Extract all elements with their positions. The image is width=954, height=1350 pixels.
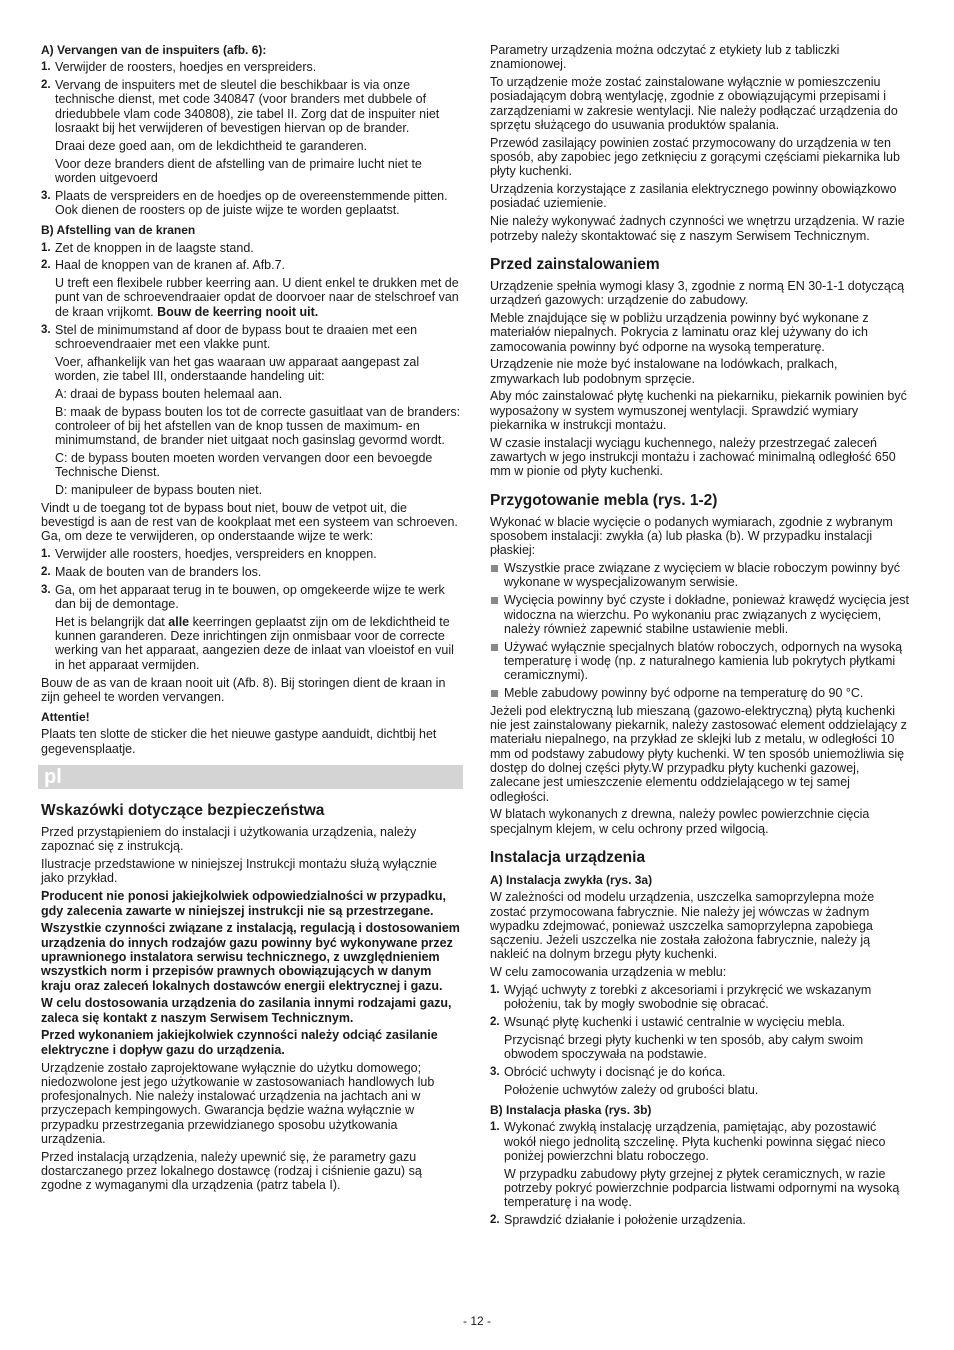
paragraph: W zależności od modelu urządzenia, uszczelka samoprzylepna może zostać przymocowana fabrycznie. Nie należy jej wówczas w żadnym wypadku zdejmować, ponieważ uszczelka samoprzylepna zapobiega sączeniu. Jeżeli uszczelka nie została założona fabrycznie, należy ją nakleić na dolnym brzegu płyty kuchenki. xyxy=(490,890,875,962)
paragraph: Jeżeli pod elektryczną lub mieszaną (gazowo-elektryczną) płytą kuchenki nie jest zainstalowany piekarnik, należy zastosować element oddzielający z materiału niepalnego, na przykład ze sklejki lub z metalu, w odległości 10 mm od podstawy zabudowy płyty kuchenki. W ten sposób uniemożliwia się dostęp do dolnej części płyty.W przypadku płyty kuchenki gazowej, zalecane jest umieszczenie elementu oddzielającego w tej samej odległości. xyxy=(490,703,907,804)
paragraph: B: maak de bypass bouten los tot de correcte gasuitlaat van de branders: controleer of bij het afstellen van de knop tussen de maximum- en minimumstand, de brander niet uitgaat noch gasinslag gevormd wordt. xyxy=(55,404,461,448)
paragraph: Przewód zasilający powinien zostać przymocowany do urządzenia w ten sposób, aby zapobiec jego zetknięciu z gorącymi częściami piekarnika lub płyty kuchenki. xyxy=(490,135,900,179)
list-item: 2. Wsunąć płytę kuchenki i ustawić centralnie w wycięciu mebla. xyxy=(490,1015,846,1030)
paragraph: Położenie uchwytów zależy od grubości blatu. xyxy=(504,1082,759,1097)
paragraph: Draai deze goed aan, om de lekdichtheid te garanderen. xyxy=(55,138,368,153)
paragraph: C: de bypass bouten moeten worden vervangen door een bevoegde Technische Dienst. xyxy=(55,450,433,480)
paragraph: Urządzenie zostało zaprojektowane wyłącznie do użytku domowego; niedozwolone jest jego użytkowanie w zastosowaniach handlowych lub profesjonalnych. Nie należy instalować urządzenia na jachtach ani w przyczepach kempingowych. Gwarancja będzie ważna wyłącznie w przypadku przestrzegania przewidzianego sposobu użytkowania urządzenia. xyxy=(41,1060,435,1146)
paragraph: Plaats ten slotte de sticker die het nieuwe gastype aanduidt, dichtbij het gegevensplaatje. xyxy=(41,727,437,756)
list-item: 2. Maak de bouten van de branders los. xyxy=(41,565,262,579)
bullet-item: Wycięcia powinny być czyste i dokładne, ponieważ krawędź wycięcia jest widoczna na wierzchu. Po wykonaniu prac związanych z wycięciem, należy również zapewnić stabilne ustawienie mebli. xyxy=(490,593,910,636)
list-item: 2. Sprawdzić działanie i położenie urządzenia. xyxy=(490,1213,746,1228)
paragraph: Voor deze branders dient de afstelling van de primaire lucht niet te worden uitgevoerd xyxy=(55,156,422,185)
list-item: 3. Ga, om het apparaat terug in te bouwen, op omgekeerde wijze te werk dan bij de demontage. xyxy=(41,582,445,612)
paragraph: Urządzenia korzystające z zasilania elektrycznego powinny obowiązkowo posiadać uziemienie. xyxy=(490,182,897,211)
list-item: 1. Wyjąć uchwyty z torebki z akcesoriami i przykręcić we wskazanym położeniu, tak by mogły swobodnie się obracać. xyxy=(490,983,872,1012)
list-item: 2. Vervang de inspuiters met de sleutel die beschikbaar is via onze technische dienst, met code 340847 (voor branders met dubbele of driedubbele vlam code 340808), zie tabel II. Zorg dat de inspuiter niet losraakt bij het verwijderen of bevestigen hiervan op de brander. xyxy=(41,78,440,135)
list-item: 3. Plaats de verspreiders en de hoedjes op de overeenstemmende pitten. Ook dienen de roosters op de juiste wijze te worden geplaatst. xyxy=(41,188,448,217)
list-item: 3. Obrócić uchwyty i docisnąć je do końca. xyxy=(490,1065,726,1080)
paragraph: Wszystkie czynności związane z instalacją, regulacją i dostosowaniem urządzenia do innych rodzajów gazu powinny być wykonywane przez uprawnionego instalatora serwisu technicznego, z uwzględnieniem wszystkich norm i przepisów prawnych obowiązujących w danym kraju oraz zaleceń lokalnych dostawców energii elektrycznej i gazu. xyxy=(41,921,460,993)
paragraph: W celu zamocowania urządzenia w meblu: xyxy=(490,965,727,980)
paragraph: Przed instalacją urządzenia, należy upewnić się, że parametry gazu dostarczanego przez lokalnego dostawcę (rodzaj i ciśnienie gazu) są zgodne z wymaganymi dla urządzenia (patrz tabela I). xyxy=(41,1149,422,1193)
section-heading: Instalacja urządzenia xyxy=(490,848,646,866)
section-subtitle: A) Instalacja zwykła (rys. 3a) xyxy=(490,872,653,887)
attention-title: Attentie! xyxy=(41,710,90,725)
list-item: 1. Wykonać zwykłą instalację urządzenia, pamiętając, aby pozostawić wokół niego jednolitą szczelinę. Płyta kuchenki powinna sięgać nieco poniżej powierzchni blatu roboczego. xyxy=(490,1120,886,1163)
section-subtitle: B) Afstelling van de kranen xyxy=(41,223,196,238)
paragraph: Nie należy wykonywać żadnych czynności we wnętrzu urządzenia. W razie potrzeby należy skontaktować się z naszym Serwisem Technicznym. xyxy=(490,214,905,243)
paragraph: Vindt u de toegang tot de bypass bout niet, bouw de vetpot uit, die bevestigd is aan de rest van de kookplaat met een systeem van schroeven. Ga, om deze te verwijderen, op onderstaande wijze te werk: xyxy=(41,500,458,544)
paragraph: Voer, afhankelijk van het gas waaraan uw apparaat aangepast zal worden, zie tabel III, onderstaande handeling uit: xyxy=(55,354,420,383)
paragraph: To urządzenie może zostać zainstalowane wyłącznie w pomieszczeniu posiadającym dobrą wentylację, zgodnie z obowiązującymi przepisami i zarządzeniami w zakresie wentylacji. Nie należy podłączać urządzenia do sprzętu służącego do usuwania produktów spalania. xyxy=(490,75,898,132)
paragraph: D: manipuleer de bypass bouten niet. xyxy=(55,483,263,498)
section-heading: Przygotowanie mebla (rys. 1-2) xyxy=(490,491,718,509)
bullet-item: Wszystkie prace związane z wycięciem w blacie roboczym powinny być wykonane w wyspecjalizowanym serwisie. xyxy=(490,561,910,590)
right-column xyxy=(490,43,910,1231)
list-item: 2. Haal de knoppen van de kranen af. Afb.7. xyxy=(41,258,286,273)
paragraph: Het is belangrijk dat alle keerringen geplaatst zijn om de lekdichtheid te kunnen garanderen. Deze inrichtingen zijn onmisbaar voor de correcte werking van het apparaat, aangezien deze de inlaat van vloeistof en vuil in het apparaat vermijden. xyxy=(55,614,454,672)
paragraph: Przycisnąć brzegi płyty kuchenki w ten sposób, aby całym swoim obwodem spoczywała na podstawie. xyxy=(504,1032,864,1062)
paragraph: Bouw de as van de kraan nooit uit (Afb. 8). Bij storingen dient de kraan in zijn geheel te worden vervangen. xyxy=(41,675,446,704)
list-item: 3. Stel de minimumstand af door de bypass bout te draaien met een schroevendraaier met een vlakke punt. xyxy=(41,322,418,351)
paragraph: Przed wykonaniem jakiejkolwiek czynności należy odciąć zasilanie elektryczne i dopływ gazu do urządzenia. xyxy=(41,1028,438,1057)
paragraph: W przypadku zabudowy płyty grzejnej z płytek ceramicznych, w razie potrzeby pokryć powierzchnie podparcia listwami odpornymi na wysoką temperaturę i na wodę. xyxy=(504,1166,900,1210)
page-number: - 12 - xyxy=(462,1314,491,1328)
paragraph: Przed przystąpieniem do instalacji i użytkowania urządzenia, należy zapoznać się z instrukcją. xyxy=(41,825,417,854)
paragraph: Wykonać w blacie wycięcie o podanych wymiarach, zgodnie z wybranym sposobem instalacji: zwykła (a) lub płaska (b). W przypadku instalacji płaskiej: xyxy=(490,514,893,558)
section-heading: Wskazówki dotyczące bezpieczeństwa xyxy=(41,802,325,820)
paragraph: W blatach wykonanych z drewna, należy powlec powierzchnie cięcia specjalnym klejem, w celu ochrony przed wilgocią. xyxy=(490,807,870,836)
section-subtitle: A) Vervangen van de inspuiters (afb. 6): xyxy=(41,43,267,57)
paragraph: W czasie instalacji wyciągu kuchennego, należy przestrzegać zaleceń zawartych w jego instrukcji montażu i zachować minimalną odległość 650 mm w pionie od płyty kuchenki. xyxy=(490,435,896,479)
paragraph: A: draai de bypass bouten helemaal aan. xyxy=(55,386,283,401)
section-subtitle: B) Instalacja płaska (rys. 3b) xyxy=(490,1103,652,1118)
left-column xyxy=(41,43,461,1196)
paragraph: W celu dostosowania urządzenia do zasilania innymi rodzajami gazu, zaleca się kontakt z naszym Serwisem Technicznym. xyxy=(41,996,452,1025)
bullet-item: Używać wyłącznie specjalnych blatów roboczych, odpornych na wysoką temperaturę i wodę (np. z naturalnego kamienia lub pokrytych płytkami ceramicznymi). xyxy=(490,640,910,683)
language-band: pl xyxy=(38,765,463,789)
bullet-item: Meble zabudowy powinny być odporne na temperaturę do 90 °C. xyxy=(490,686,910,700)
paragraph: U treft een flexibele rubber keerring aan. U dient enkel te drukken met de punt van de schroevendraaier opdat de doorvoer naar de stelschroef van de kraan vrijkomt. Bouw de keerring nooit uit. xyxy=(55,276,459,319)
paragraph: Producent nie ponosi jakiejkolwiek odpowiedzialności w przypadku, gdy zalecenia zawarte w niniejszej instrukcji nie są przestrzegane. xyxy=(41,889,446,918)
paragraph: Urządzenie nie może być instalowane na lodówkach, pralkach, zmywarkach lub podobnym sprzęcie. xyxy=(490,357,838,386)
list-item: 1. Verwijder de roosters, hoedjes en verspreiders. xyxy=(41,60,317,75)
paragraph: Parametry urządzenia można odczytać z etykiety lub z tabliczki znamionowej. xyxy=(490,43,840,72)
list-item: 1. Verwijder alle roosters, hoedjes, verspreiders en knoppen. xyxy=(41,547,377,562)
paragraph: Aby móc zainstalować płytę kuchenki na piekarniku, piekarnik powinien być wyposażony w system wymuszonej wentylacji. Sprawdzić wymiary piekarnika w instrukcji montażu. xyxy=(490,389,907,433)
list-item: 1. Zet de knoppen in de laagste stand. xyxy=(41,240,254,255)
section-heading: Przed zainstalowaniem xyxy=(490,255,660,273)
paragraph: Meble znajdujące się w pobliżu urządzenia powinny być wykonane z materiałów niepalnych. Pokrycia z laminatu oraz klej używany do ich zamocowania powinny być odporne na wysoką temperaturę. xyxy=(490,310,869,354)
paragraph: Ilustracje przedstawione w niniejszej Instrukcji montażu służą wyłącznie jako przykład. xyxy=(41,857,438,886)
paragraph: Urządzenie spełnia wymogi klasy 3, zgodnie z normą EN 30-1-1 dotyczącą urządzeń gazowych: urządzenie do zabudowy. xyxy=(490,278,905,308)
